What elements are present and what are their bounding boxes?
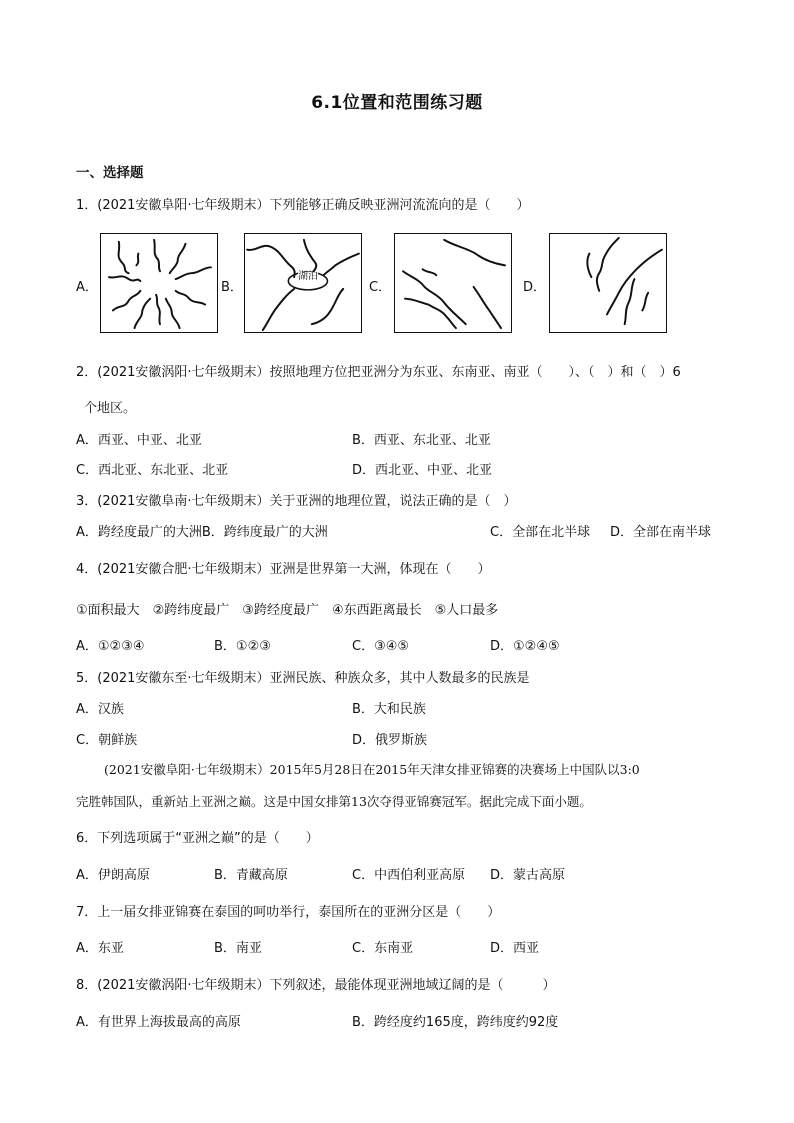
question-8-stem: 8．(2021安徽涡阳·七年级期末）下列叙述，最能体现亚洲地域辽阔的是（ ） — [76, 978, 556, 993]
question-7-stem: 7．上一届女排亚锦赛在泰国的呵叻举行，泰国所在的亚洲分区是（ ） — [76, 905, 501, 920]
q6-option-d: D．蒙古高原 — [490, 868, 566, 883]
map-a-radial-outward — [100, 233, 218, 333]
q2-option-a: A．西亚、中亚、北亚 — [76, 433, 202, 448]
q1-option-c-label: C． — [369, 280, 392, 295]
q2-option-b: B．西亚、东北亚、北亚 — [352, 433, 491, 448]
map-c-rivers — [394, 233, 512, 333]
q4-option-b: B．①②③ — [214, 639, 271, 654]
q2-option-c: C．西北亚、东北亚、北亚 — [76, 463, 229, 478]
q2-option-d: D．西北亚、中亚、北亚 — [352, 463, 493, 478]
question-5-stem: 5．(2021安徽东至·七年级期末）亚洲民族、种族众多，其中人数最多的民族是 — [76, 671, 530, 686]
passage-line2: 完胜韩国队，重新站上亚洲之巅。这是中国女排第13次夺得亚锦赛冠军。据此完成下面小题。 — [76, 794, 592, 809]
q3-option-c: C．全部在北半球 — [490, 525, 591, 540]
question-4-stem: 4．(2021安徽合肥·七年级期末）亚洲是世界第一大洲，体现在（ ） — [76, 562, 491, 577]
map-d-rivers — [549, 233, 667, 333]
q4-option-d: D．①②④⑤ — [490, 639, 560, 654]
q8-option-a: A．有世界上海拔最高的高原 — [76, 1015, 241, 1030]
lake-label: 湖泊 — [298, 271, 318, 282]
q5-option-c: C．朝鲜族 — [76, 733, 138, 748]
q7-option-b: B．南亚 — [214, 941, 262, 956]
q5-option-a: A．汉族 — [76, 702, 124, 717]
section-heading: 一、选择题 — [76, 165, 144, 181]
q5-option-b: B．大和民族 — [352, 702, 426, 717]
q5-option-d: D．俄罗斯族 — [352, 733, 428, 748]
q3-option-d: D．全部在南半球 — [610, 525, 712, 540]
question-2-stem-line2: 个地区。 — [84, 401, 137, 416]
q3-options-ab: A．跨经度最广的大洲B．跨纬度最广的大洲 — [76, 525, 328, 540]
q4-option-a: A．①②③④ — [76, 639, 145, 654]
question-1-stem: 1．(2021安徽阜阳·七年级期末）下列能够正确反映亚洲河流流向的是（ ） — [76, 198, 530, 213]
q6-option-a: A．伊朗高原 — [76, 868, 150, 883]
q1-option-d-label: D． — [523, 280, 547, 295]
question-2-stem-line1: 2．(2021安徽涡阳·七年级期末）按照地理方位把亚洲分为东亚、东南亚、南亚（ ）、（ ）和（ ）6 — [76, 365, 681, 380]
q6-option-b: B．青藏高原 — [214, 868, 288, 883]
q4-option-c: C．③④⑤ — [352, 639, 410, 654]
q1-option-a-label: A． — [76, 280, 98, 295]
page-title: 6.1位置和范围练习题 — [311, 93, 483, 113]
map-b-lake-inflow — [244, 233, 362, 333]
q7-option-a: A．东亚 — [76, 941, 124, 956]
q6-option-c: C．中西伯利亚高原 — [352, 868, 466, 883]
q8-option-b: B．跨经度约165度，跨纬度约92度 — [352, 1015, 559, 1030]
q7-option-c: C．东南亚 — [352, 941, 414, 956]
question-6-stem: 6．下列选项属于“亚洲之巅”的是（ ） — [76, 831, 319, 846]
passage-line1: (2021安徽阜阳·七年级期末）2015年5月28日在2015年天津女排亚锦赛的决赛场上中国队以3:0 — [104, 762, 640, 777]
question-3-stem: 3．(2021安徽阜南·七年级期末）关于亚洲的地理位置，说法正确的是（ ） — [76, 494, 517, 509]
q7-option-d: D．西亚 — [490, 941, 540, 956]
q4-items: ①面积最大 ②跨纬度最广 ③跨经度最广 ④东西距离最长 ⑤人口最多 — [76, 603, 499, 618]
q1-option-b-label: B． — [221, 280, 243, 295]
